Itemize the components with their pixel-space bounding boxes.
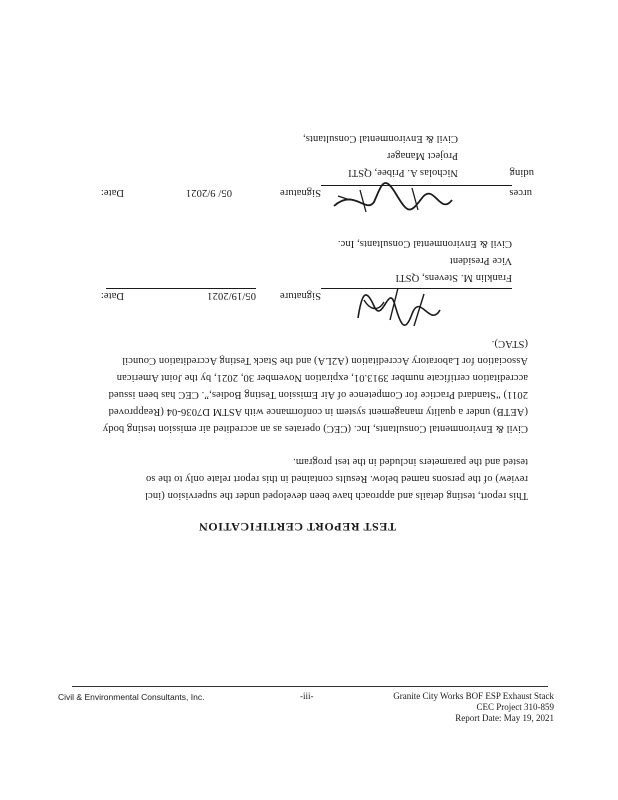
signature-label: Signature xyxy=(279,187,321,198)
statement-line: tested and the parameters included in the test program. xyxy=(293,456,528,467)
accreditation-line: Association for Laboratory Accreditation (A2LA) and the Stack Testing Accreditation Council xyxy=(122,355,528,366)
signer-name: Franklin M. Stevens, QSTI xyxy=(395,272,512,283)
footer-project-number: CEC Project 310-859 xyxy=(476,702,554,712)
signature-nicholas-pribee xyxy=(328,178,458,218)
statement-line: review) of the persons named below. Results contained in this report relate only to the so xyxy=(145,473,528,484)
signature-label: Signature xyxy=(279,290,321,301)
footer-company: Civil & Environmental Consultants, Inc. xyxy=(58,692,205,702)
date-value: 05/19/2021 xyxy=(207,290,256,301)
signer-title: Vice President xyxy=(449,255,512,266)
date-label: Date: xyxy=(100,187,124,198)
signer-title: Project Manager xyxy=(386,150,458,161)
signer-company: Civil & Environmental Consultants, xyxy=(302,133,458,144)
date-value: 05/ 9/2021 xyxy=(185,187,232,198)
signer-company: Civil & Environmental Consultants, Inc. xyxy=(337,238,512,249)
footer-rule xyxy=(72,686,548,687)
statement-line: This report, testing details and approach have been developed under the supervision (incl xyxy=(145,490,528,501)
accreditation-line: (AETB) under a quality management system in conformance with ASTM D7036-04 (Reapproved xyxy=(108,406,528,417)
signature-franklin-stevens xyxy=(354,276,444,332)
signer-name: Nicholas A. Pribee, QSTI xyxy=(347,167,458,178)
date-label: Date: xyxy=(100,290,124,301)
accreditation-line: (STAC). xyxy=(491,338,528,349)
footer-project-name: Granite City Works BOF ESP Exhaust Stack xyxy=(393,691,554,701)
accreditation-line: accreditation certificate number 3913.01, expiration November 30, 2021, by the Joint American xyxy=(116,372,528,383)
footer-report-date: Report Date: May 19, 2021 xyxy=(455,713,554,723)
margin-fragment: uding xyxy=(509,167,534,178)
accreditation-line: 2011) “Standard Practice for Competence of Air Emission Testing Bodies,”. CEC has been issued xyxy=(108,389,528,400)
document-title: TEST REPORT CERTIFICATION xyxy=(198,520,396,534)
footer-page-number: -iii- xyxy=(300,691,314,701)
accreditation-line: Civil & Environmental Consultants, Inc. (CEC) operates as an accredited air emission testing body xyxy=(102,423,528,434)
margin-fragment: urces xyxy=(509,187,532,198)
date-line xyxy=(106,288,256,289)
